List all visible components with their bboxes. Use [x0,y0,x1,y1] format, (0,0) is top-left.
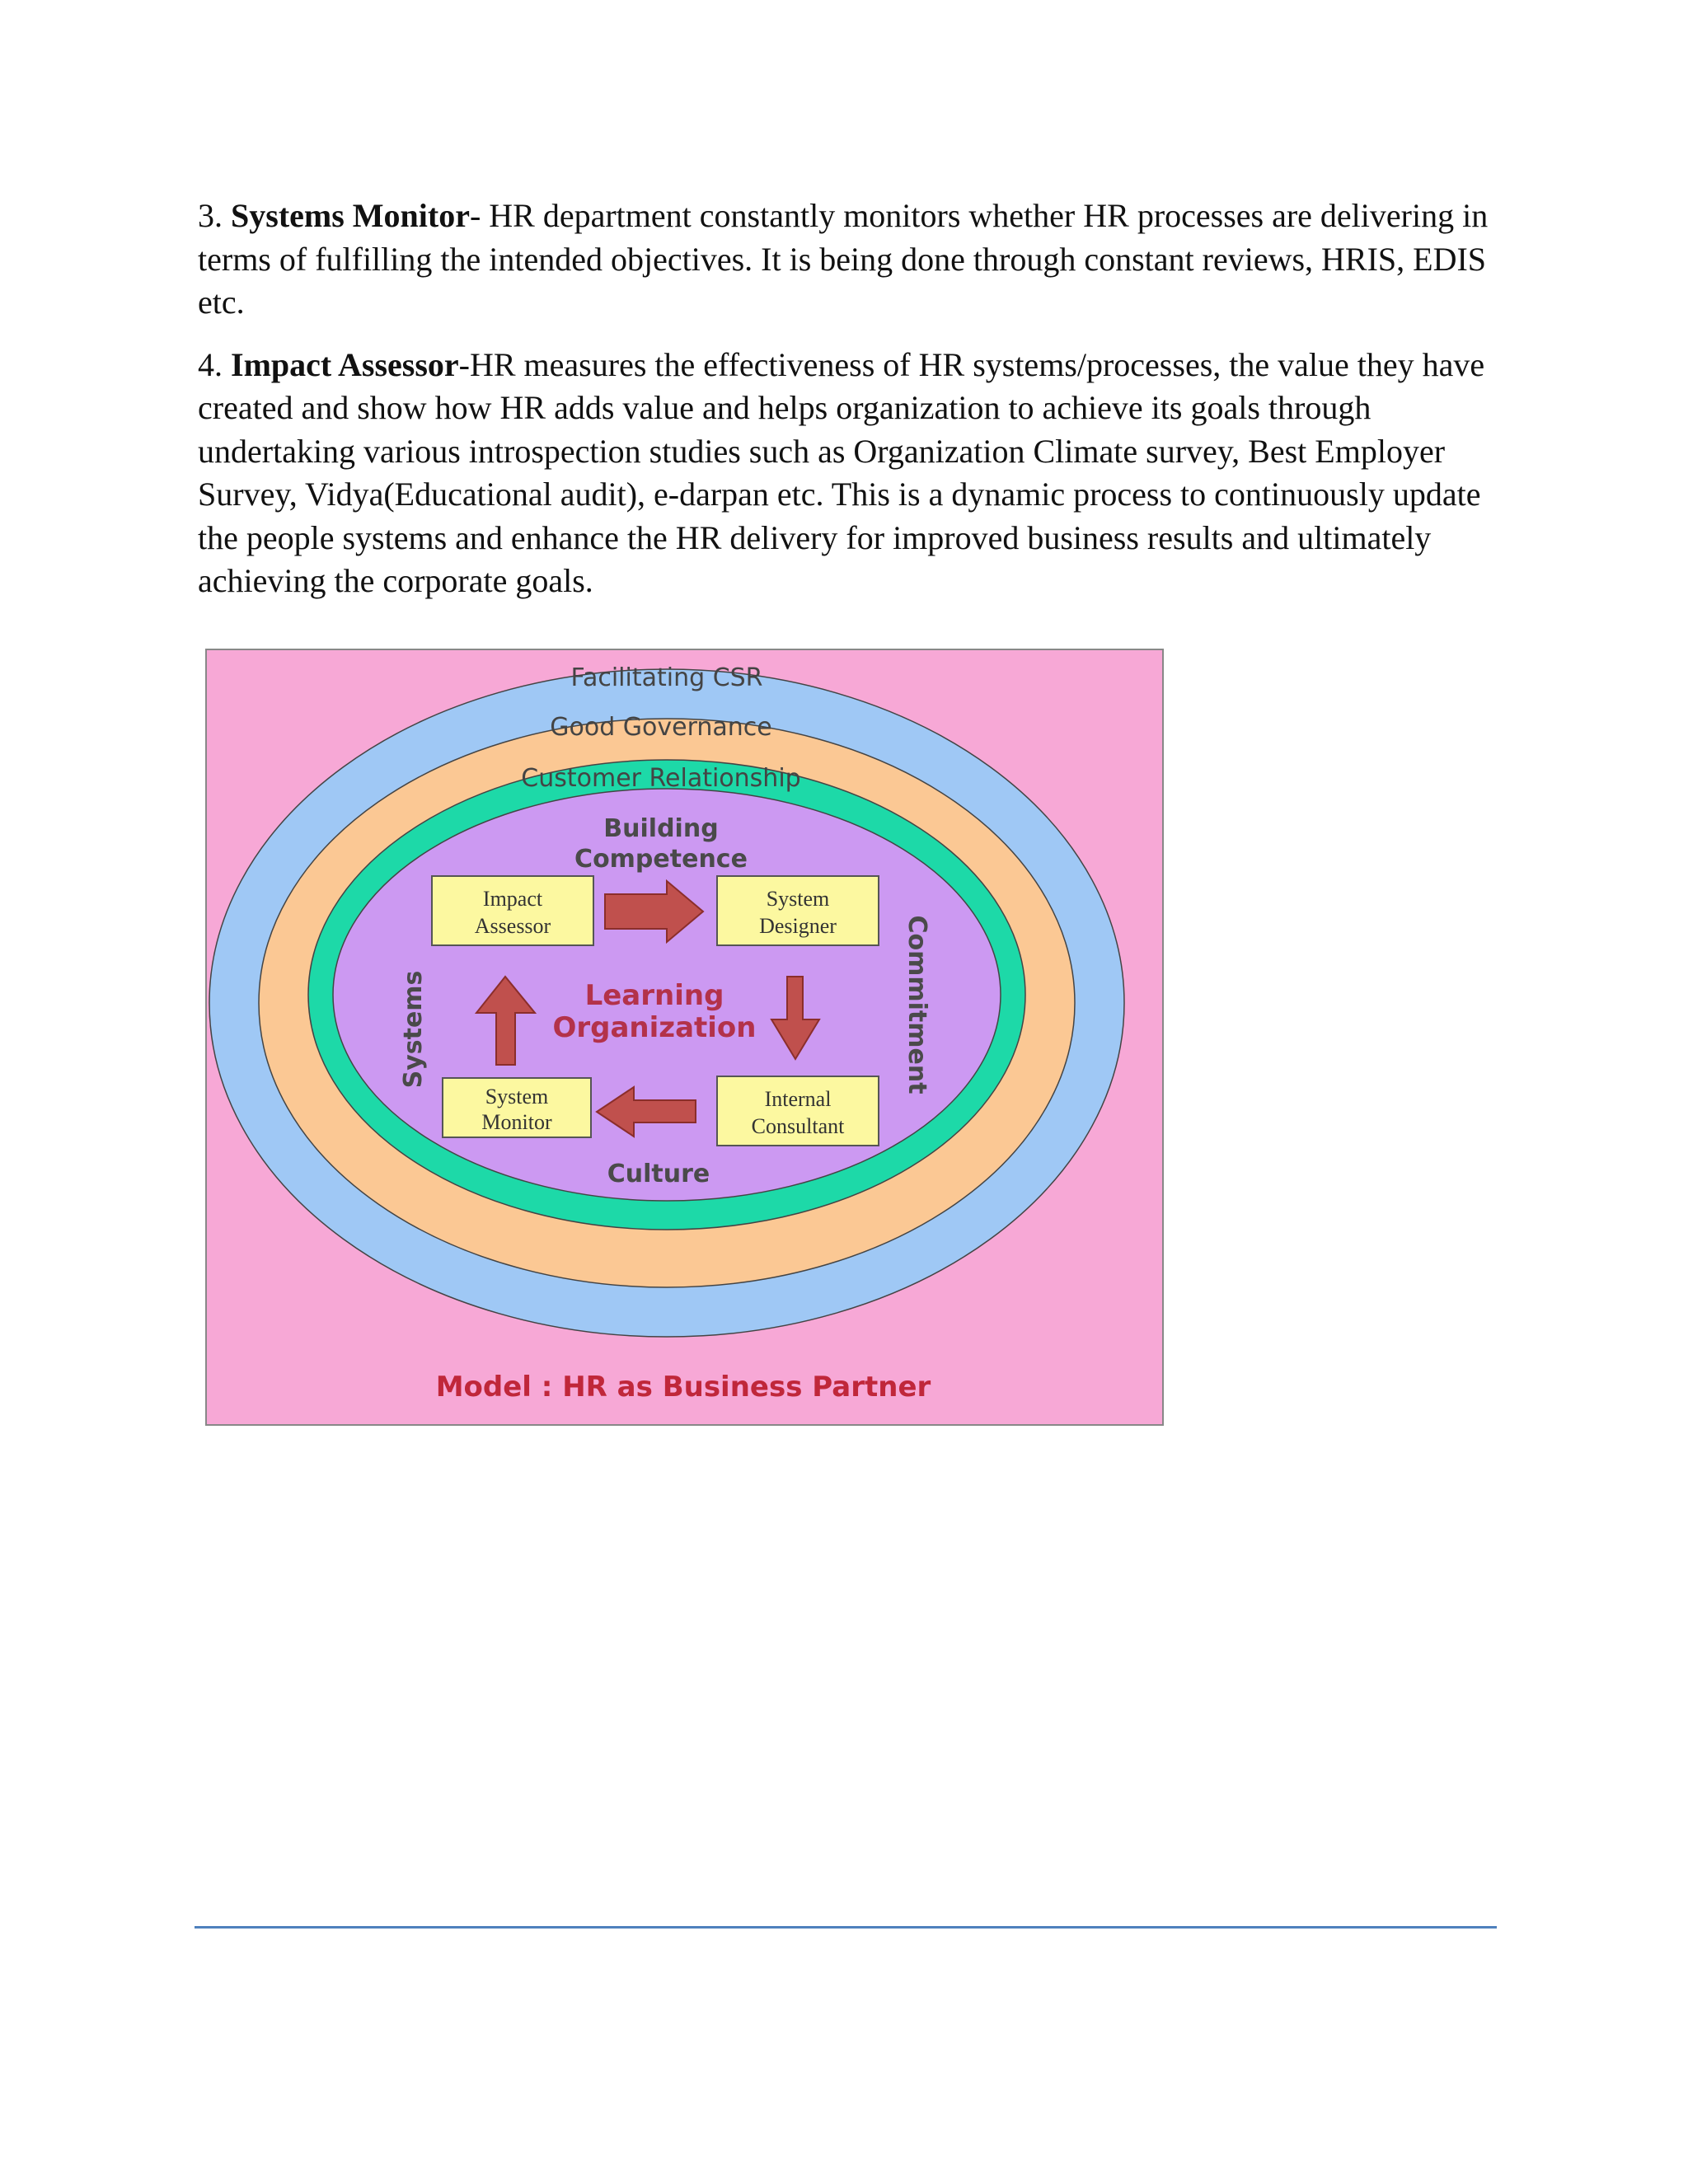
label-competence: Competence [574,845,748,874]
box-label-assessor: Assessor [474,914,551,938]
label-organization: Organization [552,1011,757,1044]
box-label-monitor: Monitor [481,1110,552,1134]
box-label-consultant: Consultant [751,1114,845,1138]
label-systems: Systems [399,970,428,1089]
hr-business-partner-diagram [205,649,1164,1426]
paragraph-body: - HR department constantly monitors whether HR processes are delivering in terms of fulfilling the intended objectives. It is being done through constant reviews, HRIS, EDIS etc. [198,197,1489,321]
diagram-caption: Model : HR as Business Partner [435,1371,931,1404]
paragraph-term: Impact Assessor [231,345,459,383]
label-commitment: Commitment [903,915,931,1094]
ring-label-facilitating-csr: Facilitating CSR [570,663,763,692]
box-label-internal: Internal [764,1087,832,1111]
ring-label-customer-relationship: Customer Relationship [521,764,801,793]
box-label-system: System [766,887,830,911]
box-label-designer: Designer [759,914,837,938]
paragraph-body: -HR measures the effectiveness of HR systems/processes, the value they have created and show how HR adds value and helps organization to achieve its goals through undertaking various introspection studies such as Organization Climate survey, Best Employer Survey, Vidya(Educational audit), e-darpan etc. This is a dynamic process to continuously update the people systems and enhance the HR delivery for improved business results and ultimately achieving the corporate goals. [198,345,1485,599]
paragraph-systems-monitor [198,194,1517,325]
box-label-impact: Impact [482,887,543,911]
box-label-system: System [485,1085,549,1108]
label-learning: Learning [584,979,724,1012]
diagram-canvas [205,649,1164,1426]
body-text [198,194,1517,622]
label-building: Building [603,814,719,843]
paragraph-number: 3. [198,197,223,234]
label-culture: Culture [607,1160,710,1188]
ring-label-good-governance: Good Governance [550,713,772,742]
paragraph-term: Systems Monitor [231,197,470,234]
paragraph-number: 4. [198,345,223,383]
paragraph-impact-assessor [198,344,1517,603]
footer-divider [195,1926,1497,1929]
